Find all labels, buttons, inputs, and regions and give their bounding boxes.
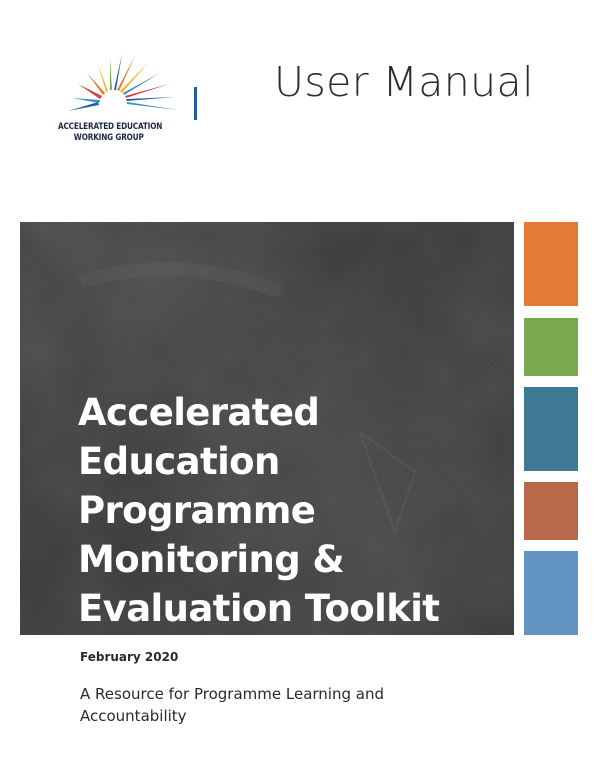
cover-title-line: Accelerated [78, 391, 320, 434]
swatch-blue [524, 551, 578, 635]
logo-line-1: ACCELERATED EDUCATION [58, 122, 163, 132]
page-title: User Manual [274, 58, 534, 106]
logo-line-2: WORKING GROUP [73, 133, 144, 143]
swatch-brown [524, 482, 578, 540]
cover-title-line: Evaluation Toolkit [78, 587, 440, 630]
sunburst-logo-icon [58, 50, 208, 120]
cover-image [20, 222, 514, 635]
cover-title [78, 388, 439, 633]
cover-title-line: Education [78, 440, 280, 483]
cover-subtitle [80, 683, 500, 727]
swatch-teal [524, 387, 578, 471]
logo-wordmark [58, 122, 163, 144]
cover-title-line: Monitoring & [78, 538, 345, 581]
subtitle-line: Accountability [80, 707, 187, 725]
aewg-logo [58, 50, 208, 160]
swatch-orange [524, 222, 578, 306]
cover-title-line: Programme [78, 489, 316, 532]
swatch-green [524, 318, 578, 376]
subtitle-line: A Resource for Programme Learning and [80, 685, 384, 703]
publication-date: February 2020 [80, 650, 179, 664]
